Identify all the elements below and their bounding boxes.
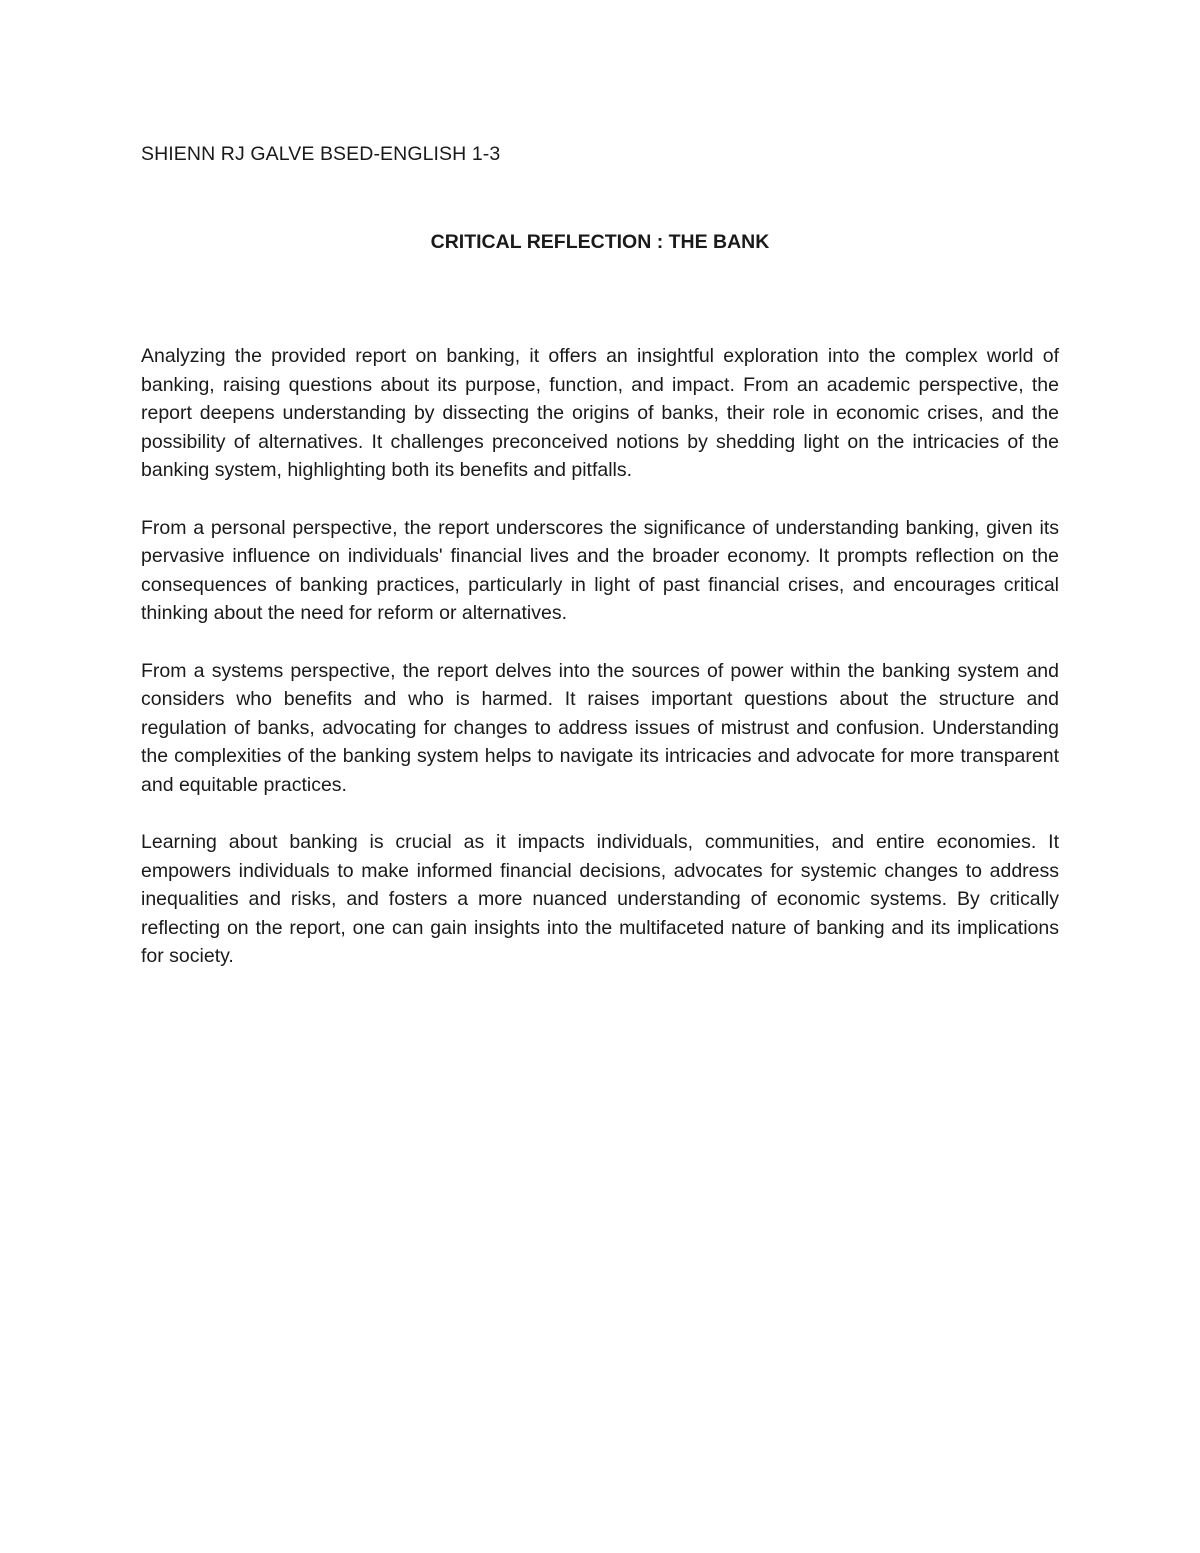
author-line: SHIENN RJ GALVE BSED-ENGLISH 1-3 (141, 143, 501, 165)
document-title: CRITICAL REFLECTION : THE BANK (430, 231, 770, 253)
paragraph: Learning about banking is crucial as it impacts individuals, communities, and entire economies. It empowers individuals to make informed financial decisions, advocates for systemic changes to address inequalities and risks, and fosters a more nuanced understanding of economic systems. By critically reflecting on the report, one can gain insights into the multifaceted nature of banking and its implications for society. (141, 831, 1059, 968)
document-content (141, 140, 1059, 1000)
paragraph: From a personal perspective, the report underscores the significance of understanding banking, given its pervasive influence on individuals' financial lives and the broader economy. It prompts reflection on the consequences of banking practices, particularly in light of past financial crises, and encourages critical thinking about the need for reform or alternatives. (141, 516, 1059, 625)
paragraph: Analyzing the provided report on banking, it offers an insightful exploration into the complex world of banking, raising questions about its purpose, function, and impact. From an academic perspective, the report deepens understanding by dissecting the origins of banks, their role in economic crises, and the possibility of alternatives. It challenges preconceived notions by shedding light on the intricacies of the banking system, highlighting both its benefits and pitfalls. (141, 345, 1059, 482)
document-body (141, 342, 1059, 971)
paragraph: From a systems perspective, the report delves into the sources of power within the banking system and considers who benefits and who is harmed. It raises important questions about the structure and regulation of banks, advocating for changes to address issues of mistrust and confusion. Understanding the complexities of the banking system helps to navigate its intricacies and advocate for more transparent and equitable practices. (141, 659, 1059, 796)
